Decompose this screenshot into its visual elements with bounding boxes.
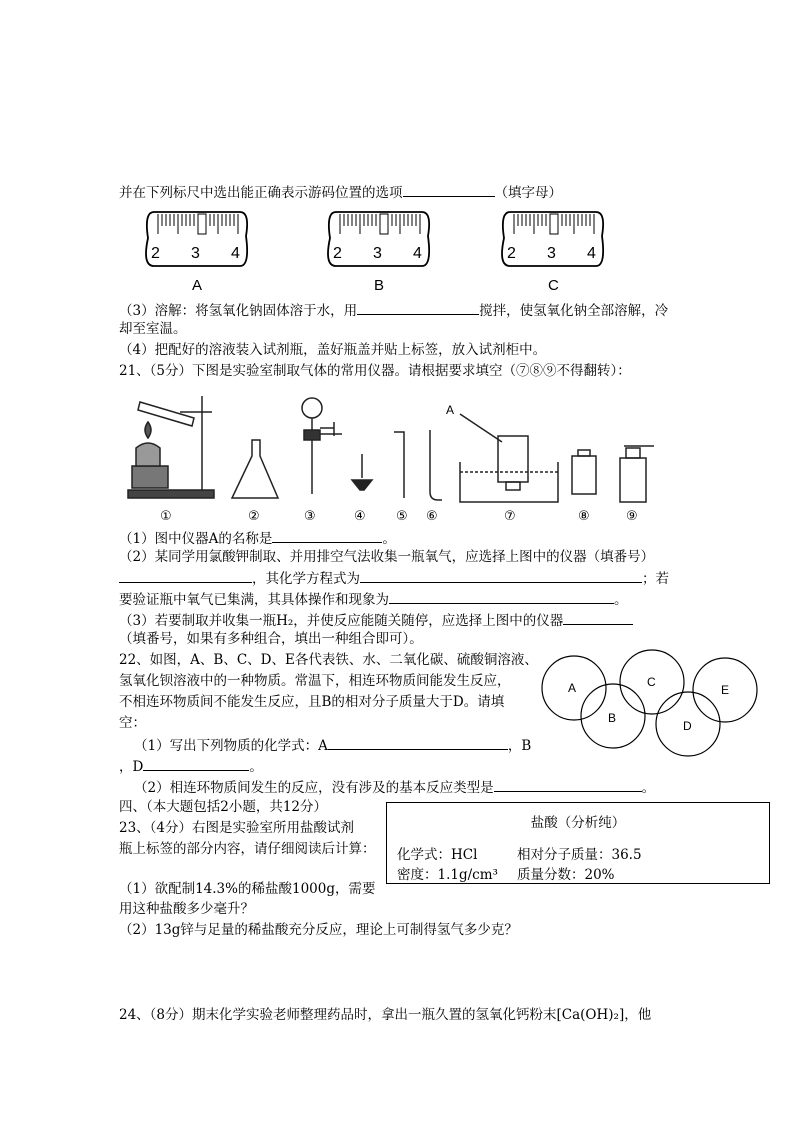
funnel-bulb: [302, 398, 322, 418]
q21-s2-line3: 要验证瓶中氧气已集满，其具体操作和现象为 。: [119, 589, 628, 609]
reagent-label: [386, 802, 770, 884]
ring-e-label: E: [721, 683, 730, 697]
apparatus-number-7: ⑦: [504, 508, 516, 523]
apparatus-number-5: ⑤: [396, 508, 408, 523]
ruler-tick-label: 4: [587, 245, 596, 262]
q21-heading: 21、（5分）下图是实验室制取气体的常用仪器。请根据要求填空（⑦⑧⑨不得翻转）：: [119, 363, 631, 379]
q22-line2: 氢氧化钡溶液中的一种物质。常温下，相连环物质间能发生反应，: [119, 673, 511, 689]
rings-figure: [540, 648, 760, 760]
bent-tube: [394, 432, 404, 498]
ruler-tick-label: 4: [413, 245, 422, 262]
answer-blank[interactable]: [389, 589, 614, 604]
lamp-support: [132, 466, 168, 488]
apparatus-number-2: ②: [248, 508, 260, 523]
q21-s1: （1）图中仪器A的名称是 。: [119, 528, 396, 548]
answer-blank[interactable]: [143, 756, 249, 771]
q20-s3-line: （3）溶解：将氢氧化钠固体溶于水，用 搅拌，使氢氧化钠全部溶解，冷: [119, 300, 668, 320]
q24-line1: 24、（8分）期末化学实验老师整理药品时，拿出一瓶久置的氢氧化钙粉末[Ca(OH)₂]，他: [119, 1007, 652, 1023]
stand-base: [128, 490, 214, 498]
label-a: A: [446, 403, 455, 417]
ruler-label: B: [374, 277, 385, 294]
q23-s1-line2: 用这种盐酸多少毫升？: [119, 901, 254, 917]
reagent-density: 密度：1.1g/cm³: [397, 867, 498, 883]
apparatus-number-6: ⑥: [426, 508, 438, 523]
rulers-figure: [140, 206, 620, 298]
ruler-tick-label: 3: [191, 245, 200, 262]
rider-slider: [380, 214, 388, 234]
apparatus-number-3: ③: [304, 508, 316, 523]
ring-c-label: C: [647, 675, 656, 689]
ruler-tick-label: 3: [547, 245, 556, 262]
q21-s2-line1: （2）某同学用氯酸钾制取、并用排空气法收集一瓶氧气，应选择上图中的仪器（填番号）: [119, 549, 655, 565]
q21-s2-line2: ，其化学方程式为 ；若: [119, 568, 669, 588]
q23-line2: 瓶上标签的部分内容，请仔细阅读后计算：: [119, 841, 376, 857]
hook-tube: [430, 430, 442, 500]
q22-s2: （2）相连环物质间发生的反应，没有涉及的基本反应类型是 。: [134, 777, 655, 797]
ruler-tick-label: 2: [151, 245, 160, 262]
ruler-tick-label: 2: [507, 245, 516, 262]
answer-blank[interactable]: [563, 610, 633, 625]
q22-line1: 22、如图，A、B、C、D、E各代表铁、水、二氧化碳、硫酸铜溶液、: [119, 652, 538, 668]
bottle-9: [620, 458, 646, 502]
section-4-heading: 四、（本大题包括2小题，共12分）: [119, 799, 328, 815]
rider-slider: [198, 214, 206, 234]
q23-s2: （2）13g锌与足量的稀盐酸充分反应，理论上可制得氢气多少克？: [119, 922, 518, 938]
alcohol-lamp: [136, 443, 160, 466]
gas-bottle: [498, 436, 528, 482]
q22-line3: 不相连环物质间不能发生反应，且B的相对分子质量大于D。请填: [119, 694, 505, 710]
q22-s1-line1: （1）写出下列物质的化学式：A ，B: [134, 735, 531, 755]
q23-line1: 23、（4分）右图是实验室所用盐酸试剂: [119, 820, 355, 836]
ruler-c: [502, 212, 603, 294]
apparatus-number-1: ①: [160, 508, 172, 523]
reagent-formula: 化学式：HCl: [397, 847, 478, 863]
ruler-a: [146, 212, 247, 294]
answer-blank[interactable]: [403, 182, 495, 197]
answer-blank[interactable]: [494, 777, 642, 792]
ruler-tick-label: 3: [373, 245, 382, 262]
q21-s3-line1: （3）若要制取并收集一瓶H₂，并使反应能随关随停，应选择上图中的仪器: [119, 610, 633, 630]
ring-a-label: A: [568, 681, 577, 695]
q23-s1-line1: （1）欲配制14.3%的稀盐酸1000g，需要: [119, 881, 376, 897]
ring-b-label: B: [608, 711, 617, 725]
apparatus-figure: [120, 382, 680, 524]
ruler-b: [328, 212, 429, 294]
conical-flask: [232, 440, 278, 498]
ring-d-label: D: [683, 719, 692, 733]
apparatus-number-8: ⑧: [578, 508, 590, 523]
small-funnel: [352, 480, 372, 490]
answer-blank[interactable]: [272, 528, 382, 543]
ruler-tick-label: 4: [231, 245, 240, 262]
ruler-label: A: [192, 277, 203, 294]
label-a-pointer: [460, 414, 502, 442]
rider-slider: [550, 214, 558, 234]
apparatus-number-9: ⑨: [626, 508, 638, 523]
bottle-8: [572, 456, 596, 494]
reagent-label-title: 盐酸（分析纯）: [530, 815, 626, 831]
q20-select-line: 并在下列标尺中选出能正确表示游码位置的选项 （填字母）: [119, 182, 562, 202]
ruler-tick-label: 2: [333, 245, 342, 262]
test-tube: [138, 402, 194, 426]
answer-blank[interactable]: [328, 735, 508, 750]
answer-blank[interactable]: [119, 568, 252, 583]
flame: [145, 422, 151, 438]
rubber-stopper: [304, 430, 320, 440]
q22-s1-line2: ，D 。: [119, 756, 263, 776]
reagent-molar-mass: 相对分子质量：36.5: [517, 847, 642, 863]
q21-s3-line2: （填番号，如果有多种组合，填出一种组合即可）。: [119, 631, 423, 647]
answer-blank[interactable]: [360, 568, 642, 583]
apparatus-number-4: ④: [354, 508, 366, 523]
q20-s3-cont: 却至室温。: [119, 321, 187, 337]
reagent-mass-fraction: 质量分数：20%: [517, 867, 615, 883]
q20-s4: （4）把配好的溶液装入试剂瓶，盖好瓶盖并贴上标签，放入试剂柜中。: [119, 342, 547, 358]
ruler-label: C: [548, 277, 559, 294]
answer-blank[interactable]: [357, 300, 479, 315]
q22-line4: 空：: [119, 715, 146, 731]
